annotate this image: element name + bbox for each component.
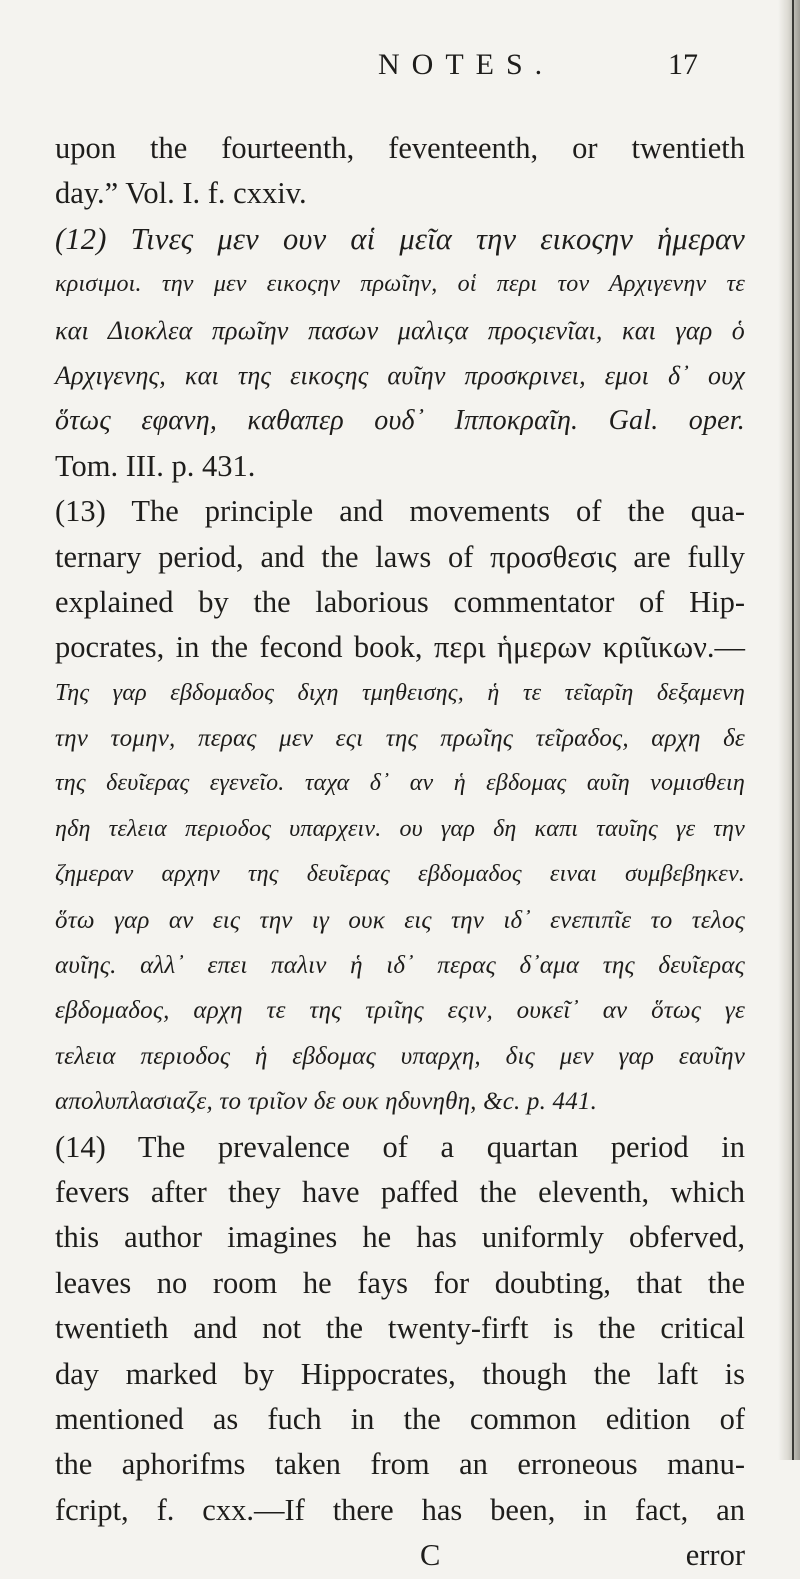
text-line: Tom. III. p. 431. bbox=[55, 448, 256, 483]
text-line: ζημεραν αρχην της δευῖερας εβδομαδος ειναι συμβεβηκεν. bbox=[55, 861, 745, 888]
text-line: upon the fourteenth, feventeenth, or twentieth bbox=[55, 131, 745, 165]
page-number: 17 bbox=[668, 48, 698, 81]
text-line: this author imagines he has uniformly obferved, bbox=[55, 1220, 745, 1255]
running-head: NOTES. bbox=[378, 48, 555, 81]
text-line: αυῖης. αλλ᾽ επει παλιν ἡ ιδ᾽ περας δ᾽αμα της δευῖερας bbox=[55, 952, 745, 980]
text-line: day.” Vol. I. f. cxxiv. bbox=[55, 176, 307, 211]
text-line: the aphorifms taken from an erroneous manu- bbox=[55, 1447, 745, 1482]
text-line: fcript, f. cxx.—If there has been, in fact, an bbox=[55, 1492, 745, 1527]
text-line: twentieth and not the twenty-firft is the critical bbox=[55, 1311, 745, 1346]
text-line: της δευῖερας εγενεῖο. ταχα δ᾽ αν ἡ εβδομας αυῖη νομισθειη bbox=[55, 770, 745, 797]
text-line: εβδομαδος, αρχη τε της τριῖης εςιν, ουκεῖ᾽ αν ὅτως γε bbox=[55, 997, 745, 1025]
text-line: (13) The principle and movements of the qua- bbox=[55, 494, 745, 529]
page-header bbox=[0, 48, 800, 88]
text-line: κρισιμοι. την μεν εικοςην πρωῖην, οἱ περι τον Αρχιγενην τε bbox=[55, 271, 745, 298]
text-line: fevers after they have paffed the eleventh, which bbox=[55, 1174, 745, 1209]
text-line: την τομην, περας μεν εςι της πρωῖης τεῖραδος, αρχη δε bbox=[55, 725, 745, 753]
text-line: Αρχιγενης, και της εικοςης αυῖην προσκρινει, εμοι δ᾽ ουχ bbox=[55, 360, 745, 390]
text-line: ὅτως εφανη, καθαπερ ουδ᾽ Ιπποκραῖη. Gal. oper. bbox=[55, 405, 745, 437]
text-line: τελεια περιοδος ἡ εβδομας υπαρχη, δις μεν γαρ εαυῖην bbox=[55, 1042, 745, 1070]
text-line: (12) Τινες μεν ουν αἱ μεῖα την εικοςην ἡμεραν bbox=[55, 221, 745, 256]
page-edge-line bbox=[792, 0, 794, 1460]
catchword-line: C error bbox=[420, 1538, 745, 1573]
text-line: απολυπλασιαζε, το τριῖον δε ουκ ηδυνηθη, &c. p. 441. bbox=[55, 1088, 598, 1116]
text-line: day marked by Hippocrates, though the laft is bbox=[55, 1356, 745, 1391]
text-line: και Διοκλεα πρωῖην πασων μαλιςα προςιενῖαι, και γαρ ὁ bbox=[55, 315, 745, 345]
text-line: ηδη τελεια περιοδος υπαρχειν. ου γαρ δη καπι ταυῖης γε την bbox=[55, 815, 745, 842]
text-line: (14) The prevalence of a quartan period in bbox=[55, 1129, 745, 1164]
text-line: pocrates, in the fecond book, περι ἡμερων κριῖικων.— bbox=[55, 630, 745, 665]
notes-text bbox=[55, 126, 745, 1579]
text-line: leaves no room he fays for doubting, that the bbox=[55, 1265, 745, 1300]
page-edge-shadow bbox=[778, 0, 800, 1460]
text-line: ternary period, and the laws of προσθεσις are fully bbox=[55, 539, 745, 574]
text-line: Της γαρ εβδομαδος διχη τμηθεισης, ἡ τε τεῖαρῖη δεξαμενη bbox=[55, 679, 745, 706]
text-line: mentioned as fuch in the common edition of bbox=[55, 1401, 745, 1436]
text-line: explained by the laborious commentator of Hip- bbox=[55, 584, 745, 619]
text-line: ὅτω γαρ αν εις την ιγ ουκ εις την ιδ᾽ ενεπιπῖε το τελος bbox=[55, 906, 745, 934]
